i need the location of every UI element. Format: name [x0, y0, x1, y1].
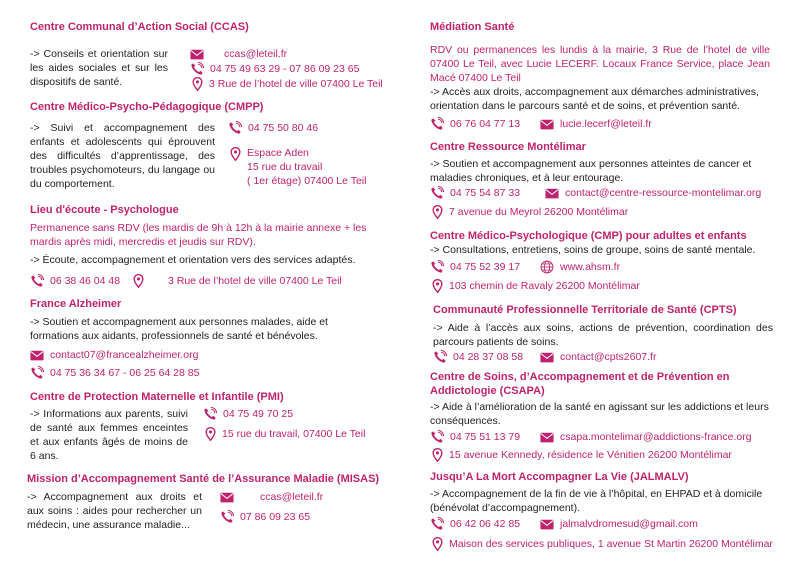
ressource-email[interactable]: contact@centre-ressource-montelimar.org — [565, 187, 762, 199]
cpts-phone: 04 28 37 08 58 — [453, 351, 524, 363]
cpts-phone-row — [433, 350, 523, 364]
alzheimer-email-row[interactable] — [30, 348, 198, 362]
alzheimer-description: -> Soutien et accompagnement aux personnes malades, aide et formations aux aidants, professionnels de santé et bénévoles. — [30, 316, 328, 342]
ressource-phone-row — [430, 186, 520, 200]
envelope-icon — [190, 49, 204, 60]
cmpp-address-row — [230, 146, 366, 188]
cpts-email-row[interactable] — [540, 350, 656, 364]
jalmalv-address: Maison des services publiques, 1 avenue St Martin 26200 Montélimar — [449, 538, 773, 550]
cmpp-address-line1: Espace Aden — [247, 147, 309, 159]
ressource-address-row — [432, 205, 628, 219]
globe-icon — [540, 260, 554, 274]
location-pin-icon — [432, 537, 443, 551]
ccas-title: Centre Communal d’Action Social (CCAS) — [30, 21, 249, 33]
ecoute-title: Lieu d'écoute - Psychologue — [30, 204, 179, 216]
ccas-phone: 04 75 49 63 29 - 07 86 09 23 65 — [210, 63, 360, 75]
ressource-email-row[interactable] — [545, 186, 761, 200]
cmp-address: 103 chemin de Ravaly 26200 Montélimar — [449, 280, 640, 292]
envelope-icon — [540, 519, 554, 530]
ccas-address-row — [192, 77, 383, 91]
cmp-title: Centre Médico-Psychologique (CMP) pour adultes et enfants — [430, 230, 747, 242]
phone-icon — [30, 274, 44, 288]
jalmalv-address-row — [432, 537, 773, 551]
mediation-title: Médiation Santé — [430, 21, 515, 33]
location-pin-icon — [230, 147, 241, 161]
mediation-description: -> Accès aux droits, accompagnement aux démarches administratives, orientation dans le parcours santé et de soins, et prévention santé. — [430, 86, 759, 112]
csapa-title: Centre de Soins, d’Accompagnement et de Prévention en Addictologie (CSAPA) — [430, 371, 730, 397]
cmpp-phone-row — [228, 121, 318, 135]
misas-phone: 07 86 09 23 65 — [240, 511, 311, 523]
pmi-address-row — [205, 427, 365, 441]
envelope-icon — [30, 350, 44, 361]
cmpp-phone: 04 75 50 80 46 — [248, 122, 319, 134]
cpts-title: Communauté Professionnelle Territoriale de Santé (CPTS) — [433, 304, 737, 316]
misas-title: Mission d’Accompagnement Santé de l’Assurance Maladie (MISAS) — [27, 473, 380, 485]
misas-phone-row — [220, 510, 310, 524]
csapa-description: -> Aide à l’amélioration de la santé en agissant sur les addictions et leurs conséquences. — [430, 401, 769, 427]
phone-icon — [430, 117, 444, 131]
pmi-address: 15 rue du travail, 07400 Le Teil — [222, 428, 366, 440]
cmp-description: -> Consultations, entretiens, soins de groupe, soins de santé mentale. — [430, 244, 756, 256]
envelope-icon — [540, 352, 554, 363]
envelope-icon — [540, 119, 554, 130]
phone-icon — [220, 510, 234, 524]
ressource-title: Centre Ressource Montélimar — [430, 141, 586, 153]
phone-icon — [190, 62, 204, 76]
ccas-email[interactable]: ccas@leteil.fr — [224, 48, 288, 60]
alzheimer-email[interactable]: contact07@francealzheimer.org — [50, 349, 199, 361]
location-pin-icon — [432, 279, 443, 293]
pmi-phone: 04 75 49 70 25 — [223, 408, 294, 420]
location-pin-icon — [432, 205, 443, 219]
phone-icon — [203, 407, 217, 421]
cmp-phone-row — [430, 260, 520, 274]
ecoute-hours: Permanence sans RDV (les mardis de 9h à 12h à la mairie annexe + les mardis après midi, mercredis et jeudis sur RDV). — [30, 222, 367, 248]
mediation-hours: RDV ou permanences les lundis à la mairie, 3 Rue de l’hotel de ville 07400 Le Teil, avec Lucie LECERF. Locaux France Service, place Jean Macé 07400 Le Teil — [430, 44, 770, 84]
csapa-phone-row — [430, 430, 520, 444]
jalmalv-email-row[interactable] — [540, 517, 698, 531]
misas-description: -> Accompagnement aux droits et aux soins : aides pour rechercher un médecin, une assurance maladie... — [27, 491, 202, 531]
pmi-title: Centre de Protection Maternelle et Infantile (PMI) — [30, 391, 284, 403]
phone-icon — [430, 430, 444, 444]
mediation-email[interactable]: lucie.lecerf@leteil.fr — [560, 118, 652, 130]
ressource-address: 7 avenue du Meyrol 26200 Montélimar — [449, 206, 629, 218]
ecoute-description: -> Écoute, accompagnement et orientation vers des services adaptés. — [30, 254, 356, 266]
jalmalv-title: Jusqu’A La Mort Accompagner La Vie (JALMALV) — [430, 471, 689, 483]
cmpp-title: Centre Médico-Psycho-Pédagogique (CMPP) — [30, 101, 264, 113]
cpts-email[interactable]: contact@cpts2607.fr — [560, 351, 657, 363]
jalmalv-phone-row — [430, 517, 520, 531]
jalmalv-email[interactable]: jalmalvdromesud@gmail.com — [560, 518, 698, 530]
ecoute-phone-row — [30, 274, 120, 288]
alzheimer-phone-row — [30, 366, 199, 380]
csapa-email[interactable]: csapa.montelimar@addictions-france.org — [560, 431, 752, 443]
cmpp-address-line3: ( 1er étage) 07400 Le Teil — [247, 175, 367, 187]
jalmalv-phone: 06 42 06 42 85 — [450, 518, 521, 530]
ccas-address: 3 Rue de l’hotel de ville 07400 Le Teil — [209, 78, 383, 90]
alzheimer-title: France Alzheimer — [30, 298, 122, 310]
misas-email-row[interactable] — [220, 490, 323, 504]
phone-icon — [430, 186, 444, 200]
ressource-description: -> Soutien et accompagnement aux personnes atteintes de cancer et maladies chroniques, et à leur entourage. — [430, 158, 752, 184]
ecoute-address-row — [133, 274, 342, 288]
misas-email[interactable]: ccas@leteil.fr — [260, 491, 324, 503]
pmi-phone-row — [203, 407, 293, 421]
mediation-phone: 06 76 04 77 13 — [450, 118, 521, 130]
ccas-description: -> Conseils et orientation sur les aides sociales et sur les dispositifs de santé. — [30, 48, 168, 88]
csapa-address: 15 avenue Kennedy, résidence le Vénitien 26200 Montélimar — [449, 449, 732, 461]
cpts-description: -> Aide à l’accès aux soins, actions de prévention, coordination des parcours patients de soins. — [433, 322, 773, 348]
ecoute-phone: 06 38 46 04 48 — [50, 275, 121, 287]
jalmalv-description: -> Accompagnement de la fin de vie à l’hôpital, en EHPAD et à domicile (bénévolat d’accompagnement). — [430, 488, 763, 514]
location-pin-icon — [432, 448, 443, 462]
ressource-phone: 04 75 54 87 33 — [450, 187, 521, 199]
phone-icon — [430, 260, 444, 274]
cmp-website-link[interactable]: www.ahsm.fr — [560, 261, 621, 273]
envelope-icon — [220, 492, 234, 503]
csapa-phone: 04 75 51 13 79 — [450, 431, 521, 443]
phone-icon — [430, 517, 444, 531]
location-pin-icon — [133, 274, 144, 288]
cmp-web-row[interactable] — [540, 260, 620, 274]
csapa-address-row — [432, 448, 732, 462]
mediation-phone-row — [430, 117, 520, 131]
cmpp-description: -> Suivi et accompagnement des enfants et adolescents qui éprouvent des difficultés d’apprentissage, des troubles psychomoteurs, du langage ou du comportement. — [30, 122, 215, 190]
envelope-icon — [545, 188, 559, 199]
ccas-phone-row — [190, 62, 359, 76]
cmp-address-row — [432, 279, 640, 293]
envelope-icon — [540, 432, 554, 443]
cmp-phone: 04 75 52 39 17 — [450, 261, 521, 273]
location-pin-icon — [205, 427, 216, 441]
ccas-email-row[interactable] — [190, 47, 287, 61]
ecoute-address: 3 Rue de l’hotel de ville 07400 Le Teil — [168, 275, 342, 287]
phone-icon — [228, 121, 242, 135]
mediation-email-row[interactable] — [540, 117, 652, 131]
alzheimer-phone: 04 75 36 34 67 - 06 25 64 28 85 — [50, 367, 200, 379]
pmi-description: -> Informations aux parents, suivi de santé aux femmes enceintes et aux enfants âgés de moins de 6 ans. — [30, 408, 188, 462]
csapa-email-row[interactable] — [540, 430, 752, 444]
phone-icon — [30, 366, 44, 380]
phone-icon — [433, 350, 447, 364]
cmpp-address-line2: 15 rue du travail — [247, 161, 323, 173]
location-pin-icon — [192, 77, 203, 91]
